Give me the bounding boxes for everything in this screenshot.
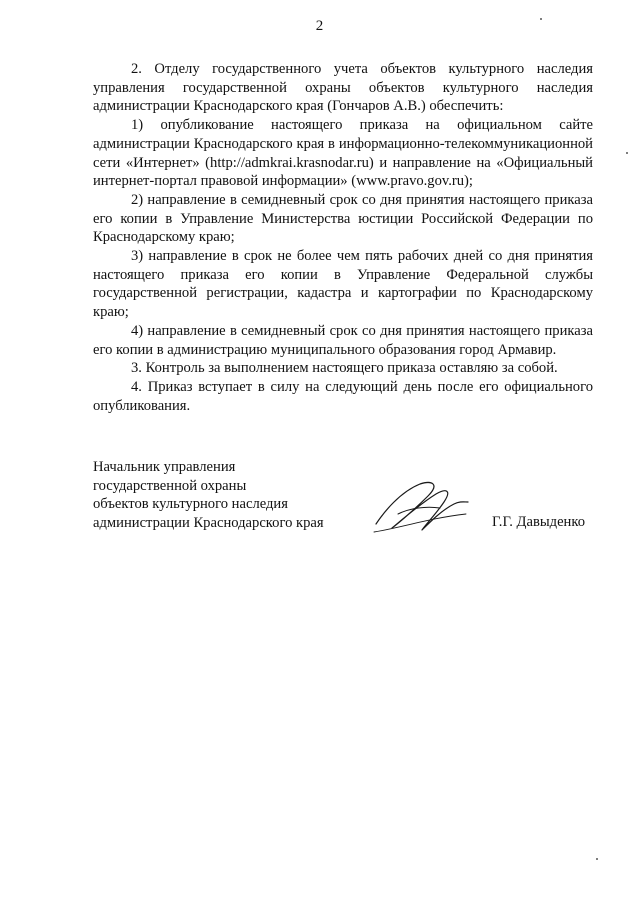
paragraph-item-3: 3. Контроль за выполнением настоящего приказа оставляю за собой. bbox=[131, 360, 558, 377]
position-line: государственной охраны bbox=[93, 477, 247, 494]
paragraph-item-2: 2. Отделу государственного учета объектов культурного наследия управления государственной охраны объектов культурного наследия администрации Краснодарского края (Гончаров А.В.) обеспечить: bbox=[93, 61, 593, 115]
scan-speck bbox=[596, 858, 598, 860]
paragraph-item-4: 4. Приказ вступает в силу на следующий день после его официального опубликования. bbox=[93, 378, 593, 414]
paragraph-subitem-3: 3) направление в срок не более чем пять рабочих дней со дня принятия настоящего приказа его копии в Управление Федеральной службы государственной регистрации, кадастра и картографии по Краснодарскому краю; bbox=[93, 248, 593, 321]
position-line: объектов культурного наследия bbox=[93, 496, 288, 513]
handwritten-signature bbox=[370, 478, 470, 540]
scan-speck bbox=[540, 18, 542, 20]
position-line: администрации Краснодарского края bbox=[93, 515, 324, 532]
page-number: 2 bbox=[315, 18, 324, 34]
document-body bbox=[93, 60, 593, 415]
signatory-position bbox=[93, 458, 324, 533]
position-line: Начальник управления bbox=[93, 459, 236, 475]
paragraph-subitem-1: 1) опубликование настоящего приказа на официальном сайте администрации Краснодарского края в информационно-телекоммуникационной сети «Интернет» (http://admkrai.krasnodar.ru) и направление на «Официальный интернет-портал правовой информации» (www.pravo.gov.ru); bbox=[93, 117, 593, 190]
scan-speck bbox=[626, 152, 628, 154]
signatory-name: Г.Г. Давыденко bbox=[492, 514, 586, 530]
paragraph-subitem-4: 4) направление в семидневный срок со дня принятия настоящего приказа его копии в администрацию муниципального образования город Армавир. bbox=[93, 322, 593, 358]
paragraph-subitem-2: 2) направление в семидневный срок со дня принятия настоящего приказа его копии в Управление Министерства юстиции Российской Федерации по Краснодарскому краю; bbox=[93, 191, 593, 246]
